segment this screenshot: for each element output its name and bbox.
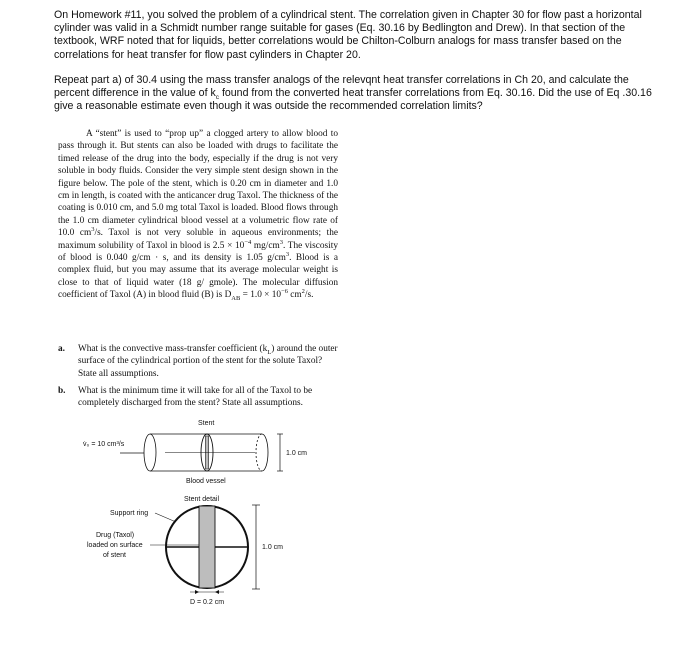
problem-text-7: cm	[287, 290, 302, 301]
problem-sub-5: AB	[231, 295, 241, 303]
vessel-outlet-front	[262, 434, 268, 471]
problem-sup-3: 3	[279, 238, 283, 246]
problem-sup-1: 3	[91, 226, 95, 234]
intro-paragraph-1: On Homework #11, you solved the problem of a cylindrical stent. The correlation given in Chapter 30 for flow past a horizontal cylinder was valid in a Schmidt number range suitable for gases (Eq. 30.16 by Bedlington and Drew). In that section of the textbook, WRF noted that for liquids, better correlations would be Chilton-Colburn analogs for mass transfer based on the correlations for heat transfer for flow past cylinders in Chapter 20.	[54, 9, 642, 61]
problem-sup-2: −4	[244, 238, 252, 246]
part-a-text-1: What is the convective mass-transfer coefficient (k	[78, 344, 268, 354]
vessel-inlet-ellipse	[144, 434, 156, 471]
part-b-text: What is the minimum time it will take for all of the Taxol to be completely discharged from the stent? State all assumptions.	[78, 386, 313, 409]
part-b-label: b.	[58, 386, 66, 396]
problem-text-4: . The viscosity of blood is 0.040 g/cm · s, and its density is 1.05 g/cm	[58, 240, 338, 264]
flow-rate-label: v̇₀ = 10 cm³/s	[83, 441, 125, 448]
blood-vessel-label: Blood vessel	[186, 478, 226, 485]
problem-text-8: /s.	[304, 290, 314, 301]
part-a-sub: L	[267, 348, 272, 356]
detail-length-label: 1.0 cm	[262, 544, 284, 551]
support-ring-label: Support ring	[110, 510, 149, 517]
pole-diameter-label: D = 0.2 cm	[190, 599, 225, 606]
drug-label-line1: Drug (Taxol)	[96, 532, 135, 539]
vessel-diameter-label: 1.0 cm	[286, 450, 308, 457]
drug-coated-pole	[199, 506, 215, 588]
part-a-label: a.	[58, 344, 65, 354]
kc-subscript: c	[215, 94, 220, 102]
problem-text-5: . Blood is a complex fluid, but you may assume that its average molecular weight is close to that of liquid water (18 g/ gmole). The molecular diffusion coefficient of Taxol (A) in blood fluid (B) is D	[58, 253, 338, 301]
problem-text-1: A “stent” is used to “prop up” a clogged artery to allow blood to pass through it. But stents can also be loaded with drugs to facilitate the timed release of the drug into the body, especially if the drug is not very soluble in body fluids. Consider the very simple stent design shown in the figure below. The pole of the stent, which is 0.20 cm in diameter and 1.0 cm in length, is coated with the anticancer drug Taxol. The thickness of the coating is 0.010 cm, and 5.0 mg total Taxol is loaded. Blood flows through the 1.0 cm diameter cylindrical blood vessel at a volumetric flow rate of 10.0 cm	[58, 129, 338, 239]
intro-paragraph-2-start: Repeat part a) of 30.4 using the mass transfer analogs of the relevqnt heat transfer correlations in Ch 20, and calculate the percent difference in the value of k	[54, 74, 629, 100]
intro-paragraph-2-end: found from the converted heat transfer correlations from Eq. 30.16. Did the use of Eq .30.16 give a reasonable estimate even though it was outside the recommended correlation limits?	[54, 87, 652, 113]
stent-detail-title: Stent detail	[184, 496, 220, 503]
drug-label-line3: of stent	[103, 552, 126, 559]
problem-sup-6: −6	[281, 288, 288, 296]
problem-text-2: /s. Taxol is not very soluble in aqueous environments; the maximum solubility of Taxol in blood is 2.5 × 10	[58, 228, 338, 251]
problem-sup-7: 2	[301, 288, 305, 296]
vessel-outlet-back	[256, 434, 262, 471]
drug-label-line2: loaded on surface	[87, 542, 143, 549]
problem-text-6: = 1.0 × 10	[240, 290, 282, 301]
problem-sup-4: 3	[285, 250, 290, 258]
support-ring-leader	[155, 513, 176, 522]
part-a-text-2: ) around the outer surface of the cylindrical portion of the stent for the solute Taxol? State all assumptions.	[78, 344, 338, 379]
problem-text-3: mg/cm	[251, 240, 280, 251]
stent-title: Stent	[198, 420, 215, 427]
